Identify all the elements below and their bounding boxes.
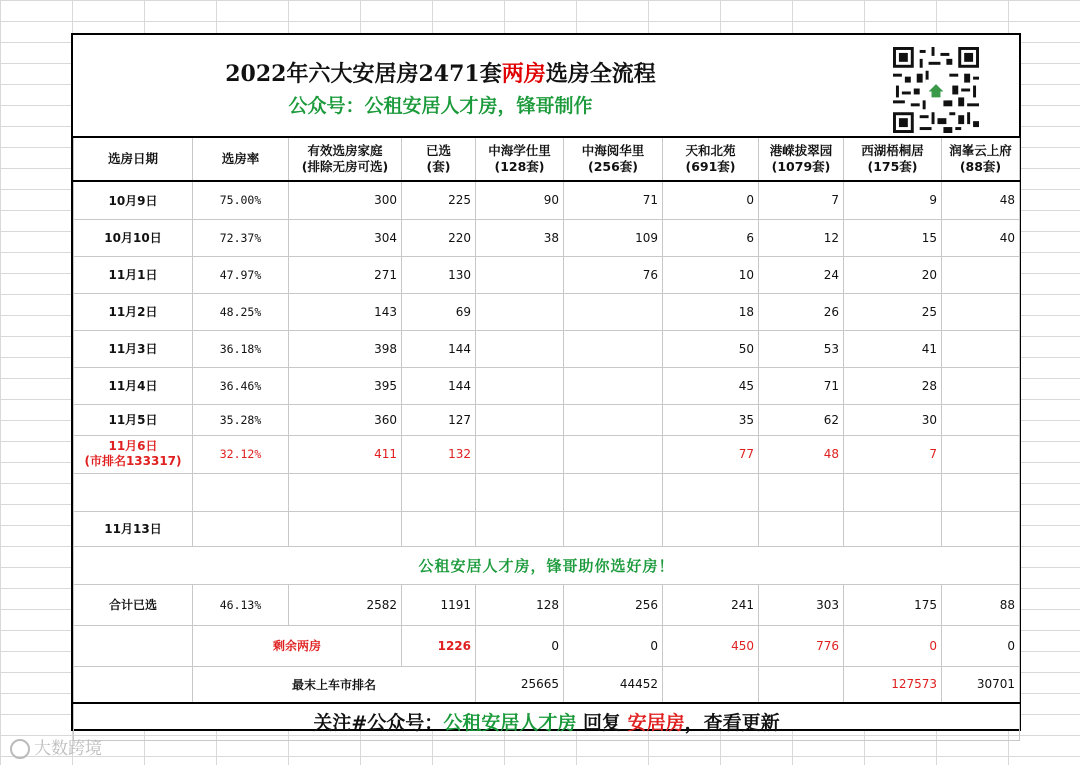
row-rate: 32.12% <box>193 435 289 473</box>
remaining-selected: 1226 <box>402 625 476 666</box>
row-selected: 225 <box>402 181 476 219</box>
row-project-6 <box>942 367 1020 404</box>
remaining-project-4: 776 <box>759 625 844 666</box>
title-prefix: 2022年六大安居房2471套 <box>225 61 502 87</box>
row-project-2: 76 <box>564 256 663 293</box>
header-families: 有效选房家庭 (排除无房可选) <box>289 137 402 181</box>
row-project-2: 109 <box>564 219 663 256</box>
row-project-5: 25 <box>844 293 942 330</box>
row-project-1 <box>476 404 564 435</box>
page-title <box>73 57 808 88</box>
header-row <box>74 137 1020 181</box>
row-families: 411 <box>289 435 402 473</box>
row-date: 11月5日 <box>74 404 193 435</box>
remaining-project-6: 0 <box>942 625 1020 666</box>
row-project-1: 90 <box>476 181 564 219</box>
row-project-4: 12 <box>759 219 844 256</box>
row-rate: 72.37% <box>193 219 289 256</box>
row-project-1 <box>476 435 564 473</box>
row-project-6: 40 <box>942 219 1020 256</box>
total-rate: 46.13% <box>193 584 289 625</box>
row-project-5: 20 <box>844 256 942 293</box>
row-families: 360 <box>289 404 402 435</box>
row-project-2 <box>564 404 663 435</box>
row-project-3: 45 <box>663 367 759 404</box>
table-row <box>74 219 1020 256</box>
last-rank-project-4 <box>759 666 844 703</box>
housing-selection-table <box>73 136 1020 741</box>
row-selected: 130 <box>402 256 476 293</box>
row-project-3: 6 <box>663 219 759 256</box>
row-project-2 <box>564 330 663 367</box>
row-project-6: 48 <box>942 181 1020 219</box>
total-project-2: 256 <box>564 584 663 625</box>
slogan-row <box>74 546 1020 584</box>
footer-row <box>74 703 1020 740</box>
row-date: 11月4日 <box>74 367 193 404</box>
header-date: 选房日期 <box>74 137 193 181</box>
header-project-5: 西湖梧桐居 (175套) <box>844 137 942 181</box>
last-rank-project-5: 127573 <box>844 666 942 703</box>
title-suffix: 选房全流程 <box>545 61 656 87</box>
row-project-3: 77 <box>663 435 759 473</box>
row-families: 395 <box>289 367 402 404</box>
row-project-1 <box>476 330 564 367</box>
page-subtitle: 公众号：公租安居人才房，锋哥制作 <box>288 95 593 117</box>
last-rank-project-3 <box>663 666 759 703</box>
row-date: 11月1日 <box>74 256 193 293</box>
remaining-project-1: 0 <box>476 625 564 666</box>
header-project-2: 中海阅华里 (256套) <box>564 137 663 181</box>
row-project-6 <box>942 435 1020 473</box>
row-project-1 <box>476 367 564 404</box>
last-rank-project-6: 30701 <box>942 666 1020 703</box>
total-row <box>74 584 1020 625</box>
row-rate: 75.00% <box>193 181 289 219</box>
row-selected: 69 <box>402 293 476 330</box>
last-rank-project-2: 44452 <box>564 666 663 703</box>
slogan-text: 公租安居人才房，锋哥助你选好房！ <box>74 546 1020 584</box>
watermark-logo-icon <box>10 739 30 759</box>
row-project-3: 35 <box>663 404 759 435</box>
row-rate: 47.97% <box>193 256 289 293</box>
row-project-6 <box>942 404 1020 435</box>
row-project-5: 9 <box>844 181 942 219</box>
row-project-2: 71 <box>564 181 663 219</box>
row-families: 304 <box>289 219 402 256</box>
table-row <box>74 511 1020 546</box>
remaining-label: 剩余两房 <box>193 625 402 666</box>
row-project-2 <box>564 435 663 473</box>
row-families: 271 <box>289 256 402 293</box>
total-selected: 1191 <box>402 584 476 625</box>
last-rank-label: 最末上车市排名 <box>193 666 476 703</box>
table-row <box>74 256 1020 293</box>
row-rate: 36.46% <box>193 367 289 404</box>
total-project-3: 241 <box>663 584 759 625</box>
row-project-4: 48 <box>759 435 844 473</box>
total-label: 合计已选 <box>74 584 193 625</box>
row-project-2 <box>564 293 663 330</box>
total-project-5: 175 <box>844 584 942 625</box>
row-date: 11月6日 (市排名133317) <box>74 435 193 473</box>
row-selected: 144 <box>402 330 476 367</box>
total-project-4: 303 <box>759 584 844 625</box>
row-date: 11月3日 <box>74 330 193 367</box>
header-project-4: 港嵘拔翠园 (1079套) <box>759 137 844 181</box>
title-highlight: 两房 <box>501 61 546 87</box>
row-project-3: 10 <box>663 256 759 293</box>
row-project-5: 28 <box>844 367 942 404</box>
row-project-6 <box>942 293 1020 330</box>
qr-code-icon <box>893 47 979 133</box>
row-selected: 132 <box>402 435 476 473</box>
table-row <box>74 330 1020 367</box>
row-date: 11月2日 <box>74 293 193 330</box>
row-project-4: 7 <box>759 181 844 219</box>
spreadsheet-sheet <box>71 33 1021 735</box>
row-project-1 <box>476 293 564 330</box>
row-project-4: 62 <box>759 404 844 435</box>
row-selected: 220 <box>402 219 476 256</box>
header-project-3: 天和北苑 (691套) <box>663 137 759 181</box>
header-project-6: 润峯云上府 (88套) <box>942 137 1020 181</box>
table-row <box>74 367 1020 404</box>
row-families: 143 <box>289 293 402 330</box>
remaining-row <box>74 625 1020 666</box>
row-project-4: 26 <box>759 293 844 330</box>
row-project-3: 0 <box>663 181 759 219</box>
highlight-row <box>74 435 1020 473</box>
remaining-project-2: 0 <box>564 625 663 666</box>
remaining-project-3: 450 <box>663 625 759 666</box>
row-project-2 <box>564 367 663 404</box>
table-row <box>74 293 1020 330</box>
row-project-5: 41 <box>844 330 942 367</box>
watermark <box>10 734 102 759</box>
row-project-1: 38 <box>476 219 564 256</box>
last-rank-project-1: 25665 <box>476 666 564 703</box>
total-project-1: 128 <box>476 584 564 625</box>
total-families: 2582 <box>289 584 402 625</box>
row-selected: 127 <box>402 404 476 435</box>
row-project-5: 7 <box>844 435 942 473</box>
header-rate: 选房率 <box>193 137 289 181</box>
row-project-5: 15 <box>844 219 942 256</box>
row-project-4: 53 <box>759 330 844 367</box>
row-project-6 <box>942 330 1020 367</box>
row-rate: 36.18% <box>193 330 289 367</box>
row-date: 11月13日 <box>74 511 193 546</box>
row-rate: 48.25% <box>193 293 289 330</box>
row-project-4: 71 <box>759 367 844 404</box>
row-families: 398 <box>289 330 402 367</box>
row-project-6 <box>942 256 1020 293</box>
row-date: 10月10日 <box>74 219 193 256</box>
row-families: 300 <box>289 181 402 219</box>
total-project-6: 88 <box>942 584 1020 625</box>
row-project-4: 24 <box>759 256 844 293</box>
row-project-5: 30 <box>844 404 942 435</box>
row-project-1 <box>476 256 564 293</box>
table-row <box>74 181 1020 219</box>
row-rate: 35.28% <box>193 404 289 435</box>
footer-text: 关注#公众号：公租安居人才房 回复 安居房，查看更新 <box>74 703 1020 740</box>
row-selected: 144 <box>402 367 476 404</box>
table-row <box>74 404 1020 435</box>
header-project-1: 中海学仕里 (128套) <box>476 137 564 181</box>
watermark-text: 大数跨境 <box>34 739 102 759</box>
last-rank-row <box>74 666 1020 703</box>
header-selected: 已选 (套) <box>402 137 476 181</box>
row-date: 10月9日 <box>74 181 193 219</box>
row-project-3: 50 <box>663 330 759 367</box>
empty-row <box>74 473 1020 511</box>
remaining-project-5: 0 <box>844 625 942 666</box>
row-project-3: 18 <box>663 293 759 330</box>
